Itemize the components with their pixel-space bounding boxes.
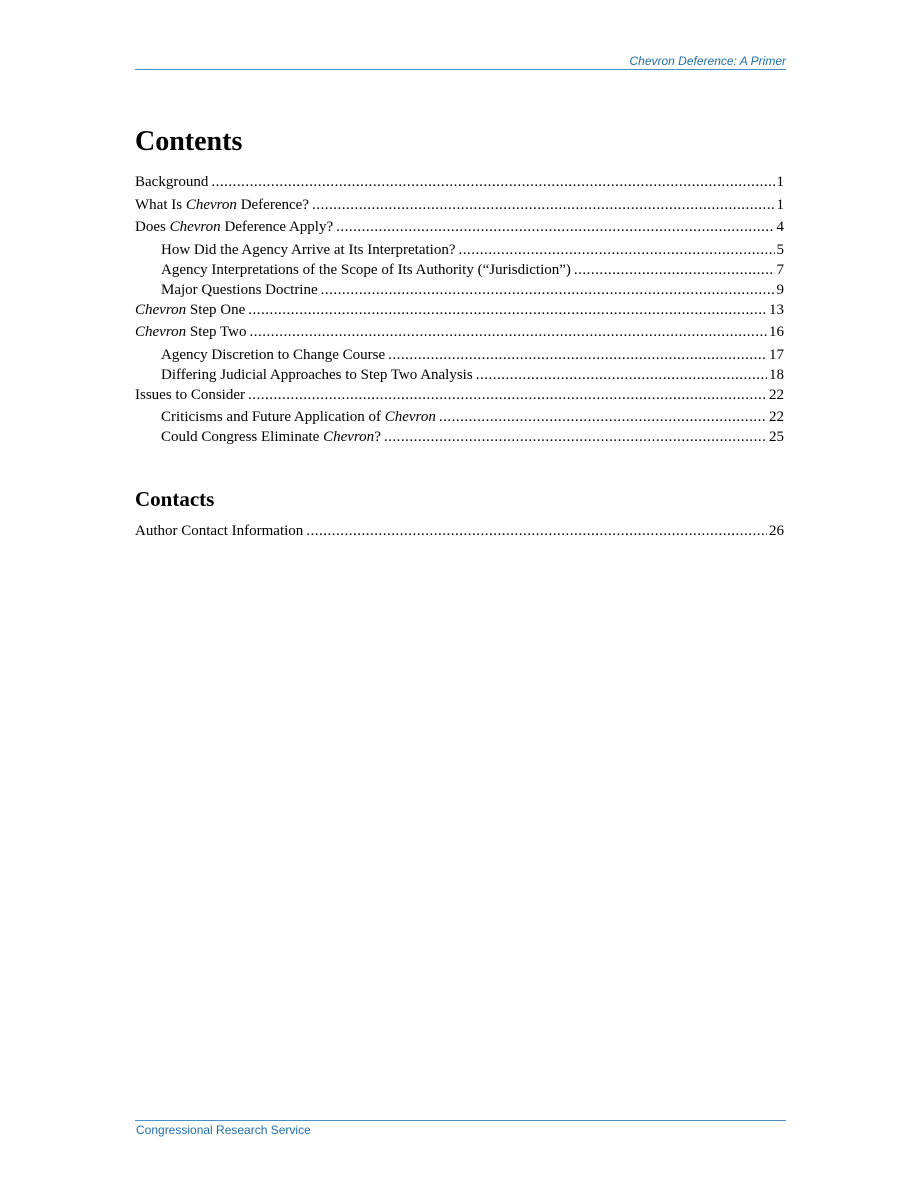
toc-entry-label [161,240,456,261]
toc-entry-page-number: 16 [769,324,784,340]
toc-entry[interactable] [135,300,784,323]
toc-entry-label [135,172,208,193]
toc-entry-label [135,322,246,343]
contents-title: Contents [135,126,243,157]
toc-entry[interactable] [135,345,784,365]
toc-entry-label-text: Step One [186,301,246,318]
toc-dot-leader [211,172,774,193]
toc-entry[interactable] [135,407,784,427]
toc-entry-page-number: 25 [769,429,784,445]
toc-dot-leader [384,427,767,448]
toc-entry[interactable] [135,172,784,195]
header-rule [135,69,786,70]
toc-entry[interactable] [135,217,784,240]
toc-entry-label [161,280,318,301]
toc-entry-page-number: 4 [776,219,784,235]
contents-list [135,172,784,447]
toc-dot-leader [336,217,774,238]
toc-entry[interactable] [135,521,784,544]
toc-entry-label-text: Agency Interpretations of the Scope of Its Authority (“Jurisdiction”) [161,261,571,278]
toc-dot-leader [574,260,775,281]
toc-entry-page-number: 26 [769,523,784,539]
toc-entry-label-text: Issues to Consider [135,386,245,403]
contacts-list [135,521,784,544]
toc-entry-label-italic: Chevron [323,429,375,445]
toc-entry-label [135,385,245,406]
toc-entry-label [161,407,436,428]
toc-dot-leader [321,280,775,301]
toc-entry-label-text: How Did the Agency Arrive at Its Interpretation? [161,241,456,258]
footer-rule [135,1120,786,1121]
toc-dot-leader [306,521,767,542]
contacts-title: Contacts [135,487,215,511]
toc-entry-label [135,217,333,238]
toc-entry-label-text: ? [374,429,381,445]
toc-entry-label-italic: Chevron [185,196,237,213]
toc-dot-leader [248,385,767,406]
toc-entry-page-number: 5 [776,241,784,258]
toc-entry-label-italic: Chevron [169,219,221,235]
toc-entry-label-text: Agency Discretion to Change Course [161,346,386,363]
toc-entry-label-text: Background [135,174,209,190]
toc-entry-label-text: Does [135,219,170,235]
toc-entry[interactable] [135,385,784,408]
toc-entry-page-number: 22 [769,409,784,425]
toc-dot-leader [476,365,767,386]
toc-entry[interactable] [135,260,784,280]
toc-dot-leader [439,407,767,428]
toc-entry[interactable] [135,240,784,260]
toc-entry-label [161,427,381,448]
toc-entry-label-italic: Chevron [384,409,436,425]
footer-organization: Congressional Research Service [136,1123,311,1137]
toc-entry[interactable] [135,365,784,385]
toc-entry-label [161,260,571,281]
toc-entry[interactable] [135,322,784,345]
toc-entry-label-italic: Chevron [135,324,187,340]
toc-entry-label-text: Could Congress Eliminate [161,429,324,445]
toc-entry[interactable] [135,195,784,218]
running-header-title: Chevron Deference: A Primer [629,54,786,68]
toc-entry-page-number: 7 [776,261,784,278]
toc-entry-label-text: Step Two [186,324,247,340]
toc-entry-label-text: Criticisms and Future Application of [161,409,385,425]
toc-dot-leader [248,300,767,321]
toc-entry-label-italic: Chevron [135,301,187,318]
toc-entry-page-number: 13 [769,301,784,318]
toc-entry-label [135,300,245,321]
toc-entry-label-text: Deference Apply? [220,219,334,235]
toc-entry-label [135,521,303,542]
toc-entry-page-number: 9 [776,281,784,298]
toc-dot-leader [388,345,767,366]
toc-entry-label [135,195,309,216]
toc-dot-leader [459,240,775,261]
toc-entry-label-text: Differing Judicial Approaches to Step Two Analysis [161,366,473,383]
toc-entry-page-number: 1 [776,196,784,213]
toc-entry-page-number: 22 [769,386,784,403]
toc-entry-label-text: Author Contact Information [135,523,304,539]
toc-dot-leader [249,322,767,343]
toc-entry-label-text: Deference? [236,196,309,213]
toc-entry-label [161,365,473,386]
toc-entry[interactable] [135,427,784,447]
toc-entry-label [161,345,385,366]
toc-entry-page-number: 18 [769,366,784,383]
toc-entry-label-text: What Is [135,196,186,213]
toc-dot-leader [312,195,775,216]
toc-entry-page-number: 17 [769,346,784,363]
toc-entry-label-text: Major Questions Doctrine [161,281,318,298]
toc-entry[interactable] [135,280,784,300]
toc-entry-page-number: 1 [776,174,784,190]
